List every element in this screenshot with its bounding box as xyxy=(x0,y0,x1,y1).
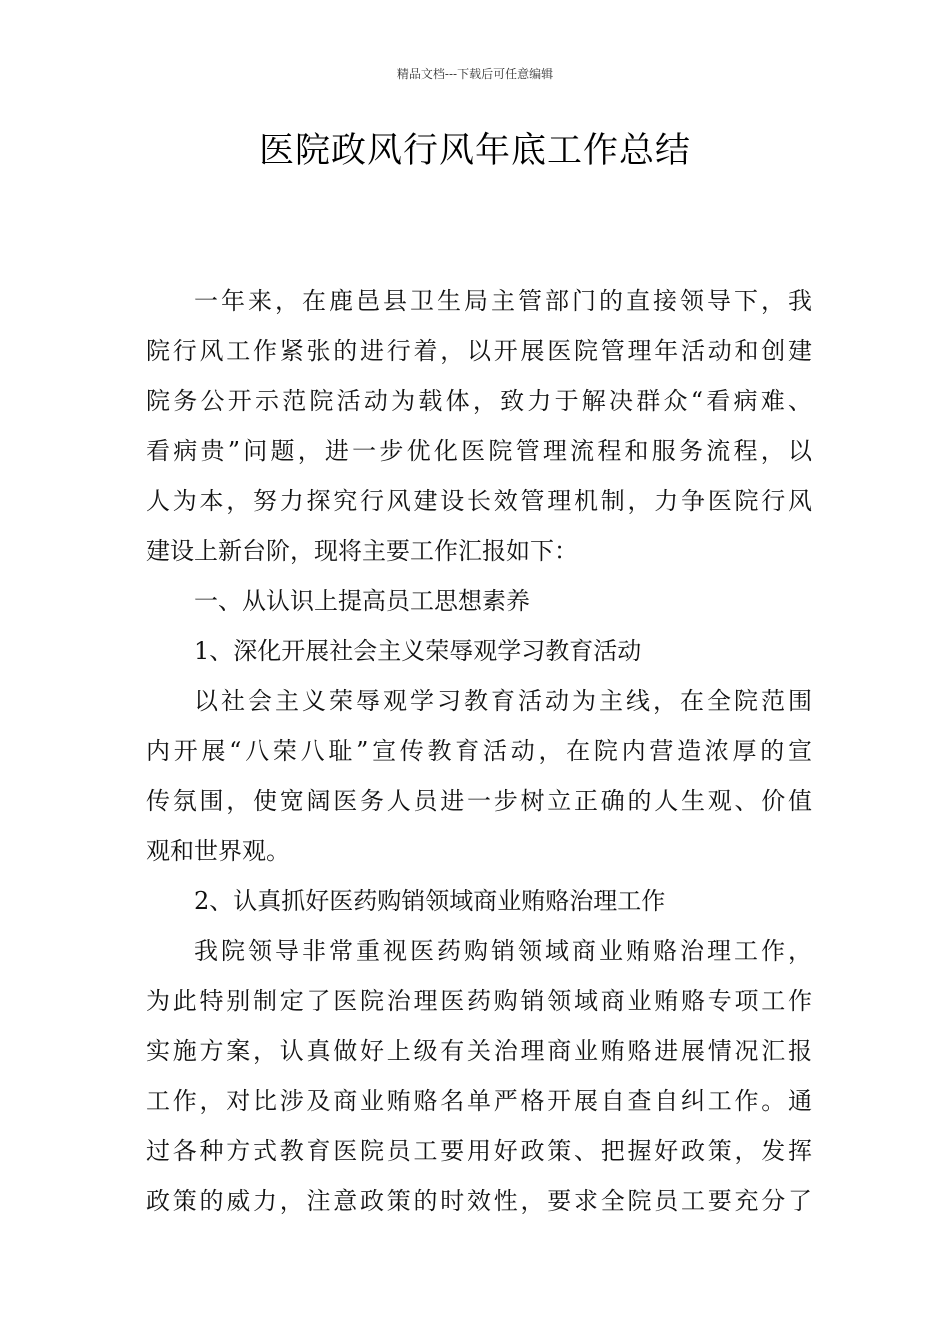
paragraph-line: 一年来，在鹿邑县卫生局主管部门的直接领导下，我 xyxy=(194,287,812,315)
paragraph-line: 工作，对比涉及商业贿赂名单严格开展自查自纠工作。通 xyxy=(146,1087,812,1115)
document-body xyxy=(146,276,812,1226)
paragraph-line: 建设上新台阶，现将主要工作汇报如下： xyxy=(146,537,578,565)
paragraph-line: 看病贵”问题，进一步优化医院管理流程和服务流程，以 xyxy=(146,437,812,465)
document-title: 医院政风行风年底工作总结 xyxy=(258,131,691,171)
section-heading: 一、从认识上提高员工思想素养 xyxy=(194,587,530,615)
paragraph-line: 实施方案，认真做好上级有关治理商业贿赂进展情况汇报 xyxy=(146,1037,812,1065)
paragraph-line: 人为本，努力探究行风建设长效管理机制，力争医院行风 xyxy=(146,487,812,515)
subsection-heading: 2、认真抓好医药购销领域商业贿赂治理工作 xyxy=(194,887,666,915)
paragraph-line: 观和世界观。 xyxy=(146,837,290,865)
paragraph-line: 为此特别制定了医院治理医药购销领域商业贿赂专项工作 xyxy=(146,987,812,1015)
paragraph-line: 传氛围，使宽阔医务人员进一步树立正确的人生观、价值 xyxy=(146,787,812,815)
paragraph-line: 内开展“八荣八耻”宣传教育活动，在院内营造浓厚的宣 xyxy=(146,737,812,765)
paragraph-line: 过各种方式教育医院员工要用好政策、把握好政策，发挥 xyxy=(146,1137,812,1165)
paragraph-line: 我院领导非常重视医药购销领域商业贿赂治理工作， xyxy=(194,937,812,965)
paragraph-line: 以社会主义荣辱观学习教育活动为主线，在全院范围 xyxy=(194,687,812,715)
paragraph-line: 政策的威力，注意政策的时效性，要求全院员工要充分了 xyxy=(146,1187,812,1215)
subsection-heading: 1、深化开展社会主义荣辱观学习教育活动 xyxy=(194,637,642,665)
paragraph-line: 院务公开示范院活动为载体，致力于解决群众“看病难、 xyxy=(146,387,812,415)
page-header: 精品文档---下载后可任意编辑 xyxy=(396,67,554,81)
paragraph-line: 院行风工作紧张的进行着，以开展医院管理年活动和创建 xyxy=(146,337,812,365)
